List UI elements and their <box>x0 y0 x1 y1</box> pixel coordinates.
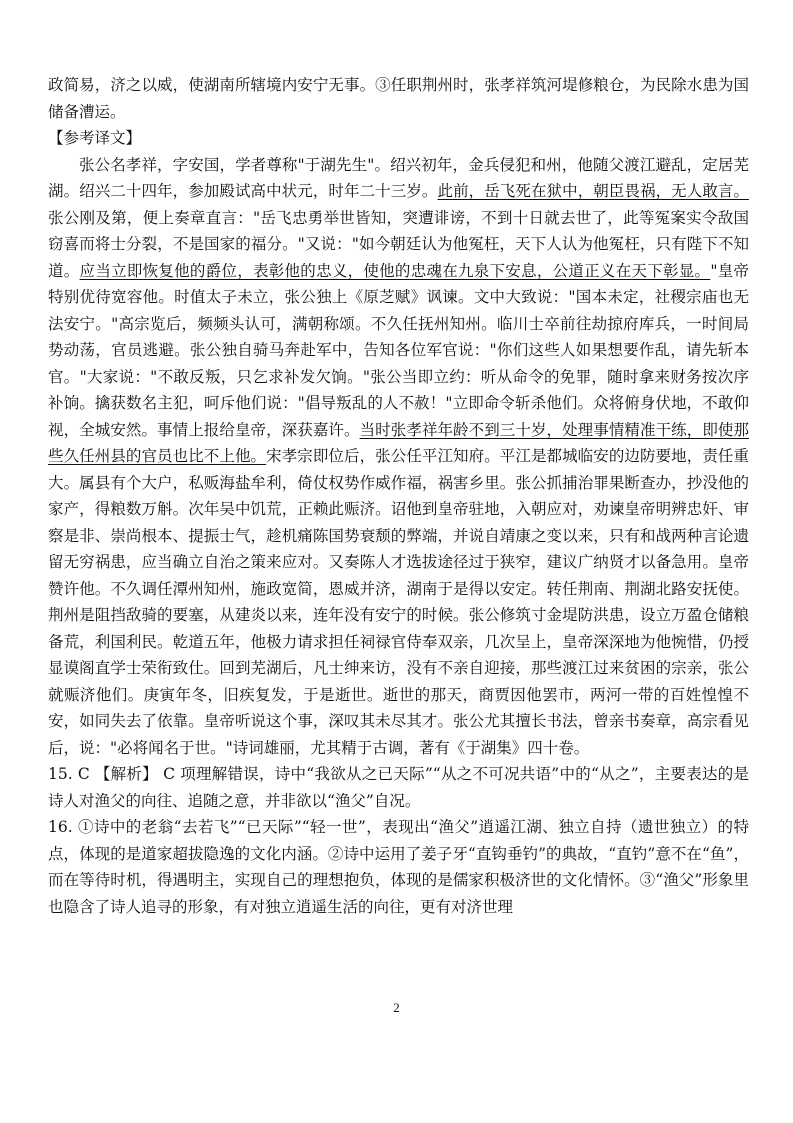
question-15-answer: 15. C 【解析】 C 项理解错误，诗中“我欲从之已天际”“从之不可况共语”中的“从之”，主要表达的是诗人对渔父的向往、追随之意，并非欲以“渔父”自况。 <box>48 765 749 810</box>
document-body <box>48 72 749 920</box>
translation-text-4: 宋孝宗即位后，张公任平江知府。平江是都城临安的边防要地，责任重大。属县有个大户，私贩海盐牟利，倚仗权势作威作福，祸害乡里。张公抓捕治罪果断查办，抄没他的家产，得粮数万斛。次年吴中饥荒，正赖此赈济。诏他到皇帝驻地，入朝应对，劝谏皇帝明辨忠奸、审察是非、崇尚根本、提振士气，趁机痛陈国势衰颓的弊端，并说自靖康之变以来，只有和战两种言论遗留无穷祸患，应当确立自治之策来应对。又奏陈人才选拔途径过于狭窄，建议广纳贤才以备急用。皇帝赞许他。不久调任潭州知州，施政宽简，恩威并济，湖南于是得以安定。转任荆南、荆湖北路安抚使。荆州是阻挡敌骑的要塞，从建炎以来，连年没有安宁的时候。张公修筑寸金堤防洪患，设立万盈仓储粮备荒，利国利民。乾道五年，他极力请求担任祠禄官侍奉双亲，几次呈上，皇帝深深地为他惋惜，仍授显谟阁直学士荣衔致仕。回到芜湖后，凡士绅来访，没有不亲自迎接，那些渡江过来贫困的宗亲，张公就赈济他们。庚寅年冬，旧疾复发，于是逝世。逝世的那天，商贾因他罢市，两河一带的百姓惶惶不安，如同失去了依靠。皇帝听说这个事，深叹其未尽其才。张公尤其擅长书法，曾亲书奏章，高宗看见后，说："必将闻名于世。"诗词雄丽，尤其精于古调，著有《于湖集》四十卷。 <box>48 447 749 757</box>
underlined-sentence-2: 应当立即恢复他的爵位，表彰他的忠义，使他的忠魂在九泉下安息，公道正义在天下彰显。 <box>79 261 711 280</box>
question-16-answer: 16. ①诗中的老翁“去若飞”“已天际”“轻一世”，表现出“渔父”逍遥江湖、独立自持（遗世独立）的特点，体现的是道家超拔隐逸的文化内涵。②诗中运用了姜子牙“直钩垂钓”的典故，“直钓”意不在“鱼”，而在等待时机，得遇明主，实现自己的理想抱负，体现的是儒家积极济世的文化情怀。③“渔父”形象里也隐含了诗人追寻的形象，有对独立逍遥生活的向往，更有对济世理 <box>48 818 749 916</box>
reference-translation-heading: 【参考译文】 <box>48 129 142 147</box>
underlined-sentence-1: 此前，岳飞死在狱中，朝臣畏祸，无人敢言。 <box>437 182 749 200</box>
translation-text-1: 张公名孝祥，字安国，学者尊称"于湖先生"。绍兴初年，金兵侵犯和州，他随父渡江避乱，定居芜湖。绍兴二十四年，参加殿试高中状元，时年二十三岁。 <box>48 155 749 200</box>
intro-paragraph: 政简易，济之以威，使湖南所辖境内安宁无事。③任职荆州时，张孝祥筑河堤修粮仓，为民除水患为国储备漕运。 <box>48 76 749 121</box>
translation-text-3: "皇帝特别优待宽容他。时值太子未立，张公独上《原芝赋》讽谏。文中大致说："国本未定，社稷宗庙也无法安宁。"高宗览后，频频头认可，满朝称颂。不久任抚州知州。临川士卒前往劫掠府库兵，一时间局势动荡，官员逃避。张公独自骑马奔赴军中，告知各位军官说："你们这些人如果想要作乱，请先斩本官。"大家说："不敢反叛，只乞求补发欠饷。"张公当即立约：听从命令的免罪，随时拿来财务按次序补饷。擒获数名主犯，呵斥他们说："倡导叛乱的人不赦！"立即命令斩杀他们。众将俯身伏地，不敢仰视，全城安然。事情上报给皇帝，深获嘉许。 <box>48 261 749 439</box>
translation-paragraph <box>48 152 749 762</box>
underlined-sentence-3: 当时张孝祥年龄不到三十岁，处理事情精准干练，即使那些久任州县的官员也比不上他。 <box>48 420 749 465</box>
page-number: 2 <box>393 1000 400 1015</box>
translation-text-2: 张公刚及第，便上奏章直言："岳飞忠勇举世皆知，突遭诽谤，不到十日就去世了，此等冤案实令敌国窃喜而将士分裂，不是国家的福分。"又说："如今朝廷认为他冤枉，天下人认为他冤枉，只有陛下不知道。 <box>48 208 749 280</box>
